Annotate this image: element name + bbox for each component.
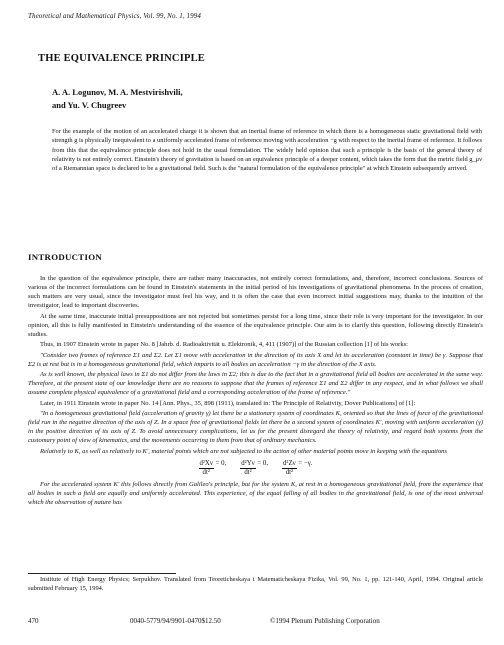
equation-term-z: $\frac{\text{d²Zν}}{\text{dt²}}$ = −γ. [283,459,313,476]
equation-term-x: $\frac{\text{d²Xν}}{\text{dt²}}$ = 0, [199,459,227,476]
author-line-2: and Yu. V. Chugreev [52,100,127,110]
paper-title: THE EQUIVALENCE PRINCIPLE [38,53,206,64]
equation [28,459,483,477]
paragraph: Thus, in 1907 Einstein wrote in paper No. 8 [Jahrb. d. Radioaktivität u. Elektronik, 4, 411 (1907)] of the Russian collection [1] of his works: [40,341,408,349]
equation-term-y: $\frac{\text{d²Yν}}{\text{dt²}}$ = 0, [241,459,269,476]
section-heading: INTRODUCTION [28,252,102,262]
quotation: "In a homogeneous gravitational field (acceleration of gravity γ) let there be a stationary system of coordinates K, oriented so that the lines of force of the gravitational field run in the negative direction of the axis of Z. In a space free of gravitational fields let there be a second system of coordinates K′, moving with uniform acceleration (γ) in the positive direction of its axis of Z. To avoid unnecessary complications, let us for the present disregard the theory of relativity, and regard both systems from the customary point of view of kinematics, and the movements occurring in them from that of ordinary mechanics. [28,410,483,445]
author-line-1: A. A. Logunov, M. A. Mestvirishvili, [52,87,183,97]
body-text [28,274,483,508]
paragraph: At the same time, inaccurate initial presuppositions are not rejected but sometimes persist for a long time, since their role is very important for the investigator. In our opinion, all this is fully manifested in Einstein's understanding of the essence of the equivalence principle. Our aim is to clarify this question, following directly Einstein's studies. [28,312,483,338]
page-number: 470 [28,617,39,625]
publisher-line: ©1994 Plenum Publishing Corporation [270,617,380,625]
quotation: As is well known, the physical laws in Σ1 do not differ from the laws in Σ2; this is due to the fact that in a gravitational field all bodies are accelerated in the same way. Therefore, at the present state of our knowledge there are no reasons to suppose that the frames of reference Σ1 and Σ2 differ in any respect, and in what follows we shall assume complete physical equivalence of a gravitational field and a corresponding acceleration of the frame of reference." [28,371,483,397]
abstract: For the example of the motion of an accelerated charge it is shown that an inertial frame of reference in which there is a homogeneous static gravitational field with strength g is physically inequivalent to a uniformly accelerated frame of reference moving with acceleration −g with respect to the inertial frame of reference. It follows from this that the equivalence principle does not hold in the usual formulation. The widely held opinion that such a principle is the basis of the general theory of relativity is not entirely correct. Einstein's theory of gravitation is based on an equivalence principle of a deeper content, which takes the form that the metric field g_μν of a Riemannian space is declared to be a gravitational field. Such is the "natural formulation of the equivalence principle" at which Einstein subsequently arrived. [52,128,482,173]
article-code: 0040-5779/94/9901-0470$12.50 [130,617,221,625]
paragraph: Later, in 1911 Einstein wrote in paper No. 14 [Ann. Phys., 35, 898 (1911), translated in: The Principle of Relativity, Dover Publications] of [1]: [40,399,416,407]
author-block [52,86,183,112]
quotation: Relatively to K, as well as relatively to K′, material points which are not subjected to the action of other material points move in keeping with the equations [40,447,447,455]
paragraph: In the question of the equivalence principle, there are rather many inaccuracies, not entirely correct formulations, and, therefore, incorrect conclusions. Sources of various of the incorrect formulations can be found in Einstein's statements in the initial period of his investigations of gravitational phenomena. In the process of creation, such matters are very usual, since the investigator must feel his way, and it is often the case that even incorrect initial suggestions may, thanks to the intuition of the investigator, lead to important discoveries. [28,275,483,310]
quotation: For the accelerated system K′ this follows directly from Galileo's principle, but for the system K, at rest in a homogeneous gravitational field, from the experience that all bodies in such a field are equally and uniformly accelerated. This experience, of the equal falling of all bodies in the gravitational field, is one of the most universal which the observation of nature has [28,480,483,506]
quotation: "Consider two frames of reference Σ1 and Σ2. Let Σ1 move with acceleration in the direction of its axis X and let its acceleration (constant in time) be γ. Suppose that Σ2 is at rest but is in a homogeneous gravitational field, which imparts to all bodies an acceleration −γ in the direction of the X axis. [28,351,483,368]
journal-header: Theoretical and Mathematical Physics, Vol. 99, No. 1, 1994 [28,12,201,20]
footnote-divider [28,573,176,574]
footnote: Institute of High Energy Physics; Serpukhov. Translated from Teoreticheskaya i Matematicheskaya Fizika, Vol. 99, No. 1, pp. 121-140, April, 1994. Original article submitted February 15, 1994. [28,576,483,592]
